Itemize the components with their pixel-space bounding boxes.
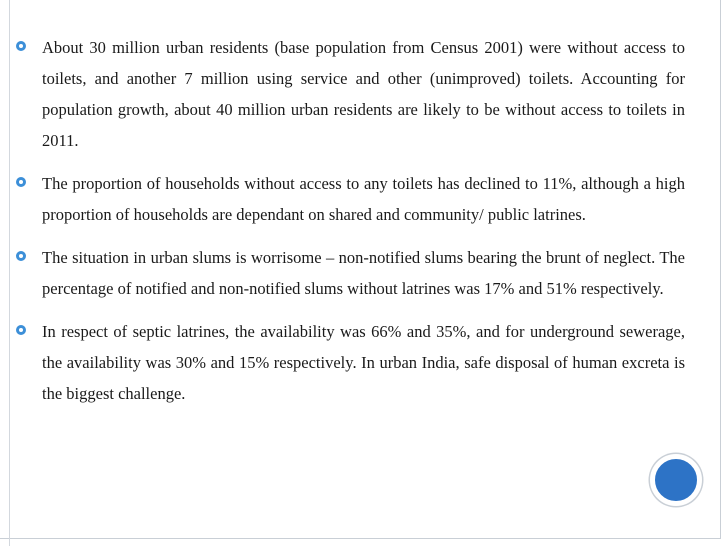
bullet-item-2: [16, 168, 685, 230]
slide-left-rule: [9, 0, 10, 546]
circle-bullet-icon: [16, 177, 26, 187]
bullet-item-3: [16, 242, 685, 304]
bullet-item-1: [16, 32, 685, 156]
circle-bullet-icon: [16, 325, 26, 335]
bullet-text: About 30 million urban residents (base population from Census 2001) were without access to toilets, and another 7 million using service and other (unimproved) toilets. Accounting for population growth, about 40 million urban residents are likely to be without access to toilets in 2011.: [42, 38, 685, 150]
bullet-item-4: [16, 316, 685, 409]
bullet-text: In respect of septic latrines, the availability was 66% and 35%, and for underground sewerage, the availability was 30% and 15% respectively. In urban India, safe disposal of human excreta is the biggest challenge.: [42, 322, 685, 403]
circle-bullet-icon: [16, 41, 26, 51]
bullet-text: The situation in urban slums is worrisome – non-notified slums bearing the brunt of neglect. The percentage of notified and non-notified slums without latrines was 17% and 51% respectively.: [42, 248, 685, 298]
circle-bullet-icon: [16, 251, 26, 261]
slide-content: [16, 32, 685, 421]
corner-circle-decoration: [650, 454, 702, 506]
bullet-text: The proportion of households without access to any toilets has declined to 11%, although a high proportion of households are dependant on shared and community/ public latrines.: [42, 174, 685, 224]
